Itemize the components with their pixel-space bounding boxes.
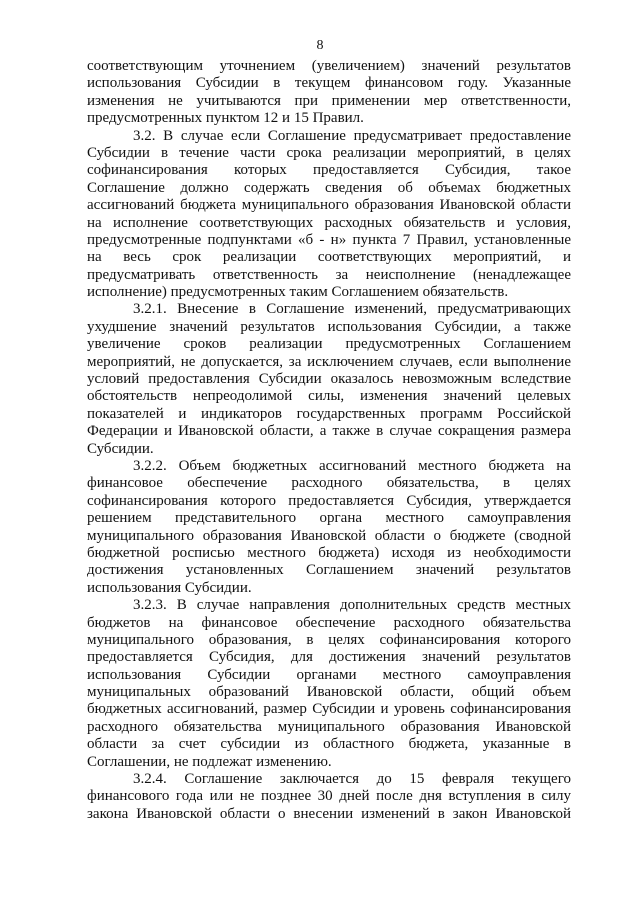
text-line: предусмотренные подпунктами «б - н» пункта 7 Правил, установленные <box>87 231 571 248</box>
text-line: 3.2.2. Объем бюджетных ассигнований местного бюджета на <box>133 457 571 474</box>
text-line: бюджетных ассигнований, размер Субсидии и уровень софинансирования <box>87 701 571 718</box>
text-line: ассигнований бюджета муниципального образования Ивановской области <box>87 197 571 214</box>
paragraph-p5 <box>87 771 571 823</box>
text-line: Соглашении, не подлежат изменению. <box>87 753 332 770</box>
text-line: использования Субсидии органами местного самоуправления <box>87 666 571 683</box>
text-line: исполнение) предусмотренных таким Соглашением обязательств. <box>87 284 509 301</box>
text-line: муниципального образования, в целях софинансирования которого <box>87 631 571 648</box>
text-line: расходного обязательства муниципального образования Ивановской <box>87 718 571 735</box>
text-line: бюджетной росписью местного бюджета) исходя из необходимости <box>87 544 571 561</box>
text-line: мероприятий, не допускается, за исключением случаев, если выполнение <box>87 353 571 370</box>
text-line: обстоятельств непреодолимой силы, изменения значений целевых <box>87 388 571 405</box>
text-line: соответствующим уточнением (увеличением) значений результатов <box>87 58 571 74</box>
paragraph-p1 <box>87 128 571 302</box>
text-line: использования Субсидии в текущем финансовом году. Указанные <box>87 75 571 92</box>
text-line: решением представительного органа местного самоуправления <box>87 510 571 527</box>
text-line: бюджетов на финансовое обеспечение расходного обязательства <box>87 614 571 631</box>
paragraph-p4 <box>87 597 571 771</box>
text-line: предоставляется Субсидия, для достижения значений результатов <box>87 649 571 666</box>
text-line: условий предоставления Субсидии оказалось невозможным вследствие <box>87 371 571 388</box>
page-number: 8 <box>316 38 324 53</box>
text-line: финансовое обеспечение расходного обязательства, в целях <box>87 475 571 492</box>
text-line: Соглашение должно содержать сведения об объемах бюджетных <box>87 179 571 196</box>
text-line: софинансирования которых предоставляется Субсидия, такое <box>87 162 571 179</box>
paragraph-p0 <box>87 58 571 128</box>
text-line: Субсидии. <box>87 440 154 457</box>
text-line: 3.2.1. Внесение в Соглашение изменений, предусматривающих <box>133 301 571 318</box>
text-line: ухудшение значений результатов использования Субсидии, а также <box>87 318 571 335</box>
text-line: Федерации и Ивановской области, а также в случае сокращения размера <box>87 423 571 440</box>
text-line: предусмотренных пунктом 12 и 15 Правил. <box>87 110 364 127</box>
text-line: на весь срок реализации соответствующих мероприятий, и <box>87 249 571 266</box>
text-line: софинансирования которого предоставляется Субсидия, утверждается <box>87 492 571 509</box>
document-body <box>87 58 571 823</box>
text-line: финансового года или не позднее 30 дней после дня вступления в силу <box>87 788 571 805</box>
text-line: достижения установленных Соглашением значений результатов <box>87 562 571 579</box>
text-line: Субсидии в течение части срока реализации мероприятий, в целях <box>87 144 571 161</box>
paragraph-p2 <box>87 301 571 458</box>
text-line: 3.2.3. В случае направления дополнительных средств местных <box>133 597 571 614</box>
text-line: изменения не учитываются при применении мер ответственности, <box>87 92 571 109</box>
text-line: 3.2.4. Соглашение заключается до 15 февраля текущего <box>133 771 571 788</box>
text-line: увеличение сроков реализации предусмотренных Соглашением <box>87 336 571 353</box>
text-line: использования Субсидии. <box>87 579 252 596</box>
text-line: показателей и индикаторов государственных программ Российской <box>87 405 571 422</box>
paragraph-p3 <box>87 458 571 597</box>
text-line: закона Ивановской области о внесении изменений в закон Ивановской <box>87 805 571 822</box>
text-line: на исполнение соответствующих расходных обязательств и условия, <box>87 214 571 231</box>
text-line: муниципальных образований Ивановской области, общий объем <box>87 684 571 701</box>
text-line: 3.2. В случае если Соглашение предусматривает предоставление <box>133 127 571 144</box>
text-line: области за счет субсидии из областного бюджета, указанные в <box>87 736 571 753</box>
text-line: предусматривать ответственность за неисполнение (ненадлежащее <box>87 266 571 283</box>
text-line: муниципального образования Ивановской области о бюджете (сводной <box>87 527 571 544</box>
